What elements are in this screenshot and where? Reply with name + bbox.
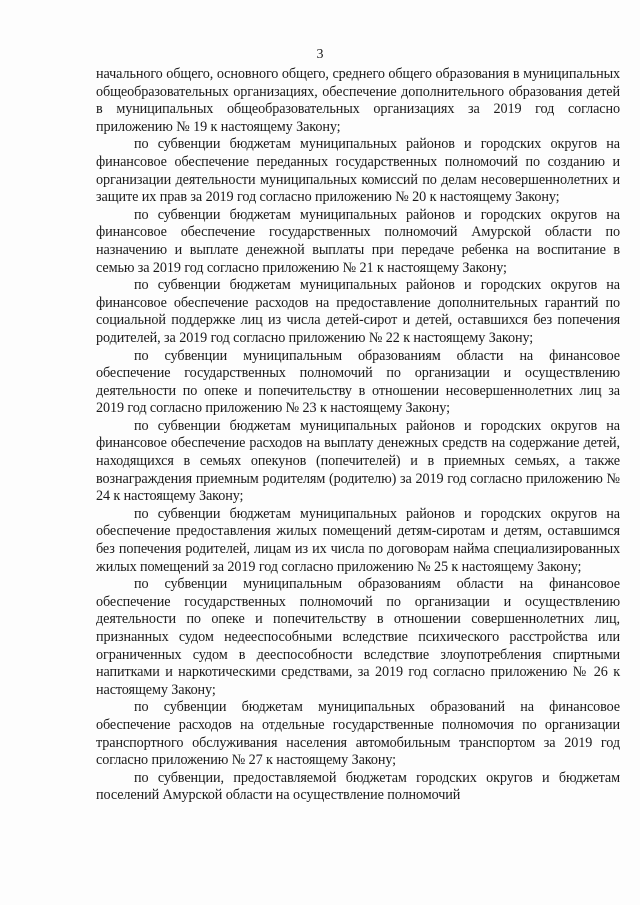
paragraph-9: по субвенции бюджетам муниципальных образований на финансовое обеспечение расходов на отдельные государственные полномочия по организации транспортного обслуживания населения автомобильным транспортом за 2019 год согласно приложению № 27 к настоящему Закону; xyxy=(96,699,620,769)
paragraph-5: по субвенции муниципальным образованиям области на финансовое обеспечение государственных полномочий по организации и осуществлению деятельности по опеке и попечительству в отношении несовершеннолетних лиц за 2019 год согласно приложению № 23 к настоящему Закону; xyxy=(96,347,620,417)
paragraph-8: по субвенции муниципальным образованиям области на финансовое обеспечение государственных полномочий по организации и осуществлению деятельности по опеке и попечительству в отношении совершеннолетних лиц, признанных судом недееспособными вследствие психического расстройства или ограниченных судом в дееспособности вследствие злоупотребления спиртными напитками и наркотическими средствами, за 2019 год согласно приложению № 26 к настоящему Закону; xyxy=(96,576,620,698)
paragraph-3: по субвенции бюджетам муниципальных районов и городских округов на финансовое обеспечение государственных полномочий Амурской области по назначению и выплате денежной выплаты при передаче ребенка на воспитание в семью за 2019 год согласно приложению № 21 к настоящему Закону; xyxy=(96,206,620,276)
paragraph-2: по субвенции бюджетам муниципальных районов и городских округов на финансовое обеспечение переданных государственных полномочий по созданию и организации деятельности муниципальных комиссий по делам несовершеннолетних и защите их прав за 2019 год согласно приложению № 20 к настоящему Закону; xyxy=(96,136,620,206)
paragraph-4: по субвенции бюджетам муниципальных районов и городских округов на финансовое обеспечение расходов на предоставление дополнительных гарантий по социальной поддержке лиц из числа детей-сирот и детей, оставшихся без попечения родителей, за 2019 год согласно приложению № 22 к настоящему Закону; xyxy=(96,277,620,346)
paragraph-7: по субвенции бюджетам муниципальных районов и городских округов на обеспечение предоставления жилых помещений детям-сиротам и детям, оставшимся без попечения родителей, лицам из их числа по договорам найма специализированных жилых помещений за 2019 год согласно приложению № 25 к настоящему Закону; xyxy=(96,505,620,575)
document-body xyxy=(96,66,620,805)
paragraph-1: начального общего, основного общего, среднего общего образования в муниципальных общеобразовательных организациях, обеспечение дополнительного образования детей в муниципальных общеобразовательных организациях за 2019 год согласно приложению № 19 к настоящему Закону; xyxy=(96,66,620,135)
paragraph-10: по субвенции, предоставляемой бюджетам городских округов и бюджетам поселений Амурской области на осуществление полномочий xyxy=(96,769,620,804)
paragraph-6: по субвенции бюджетам муниципальных районов и городских округов на финансовое обеспечение расходов на выплату денежных средств на содержание детей, находящихся в семьях опекунов (попечителей) и в приемных семьях, а также вознаграждения приемным родителям (родителю) за 2019 год согласно приложению № 24 к настоящему Закону; xyxy=(96,417,620,505)
page-number: 3 xyxy=(316,47,324,62)
